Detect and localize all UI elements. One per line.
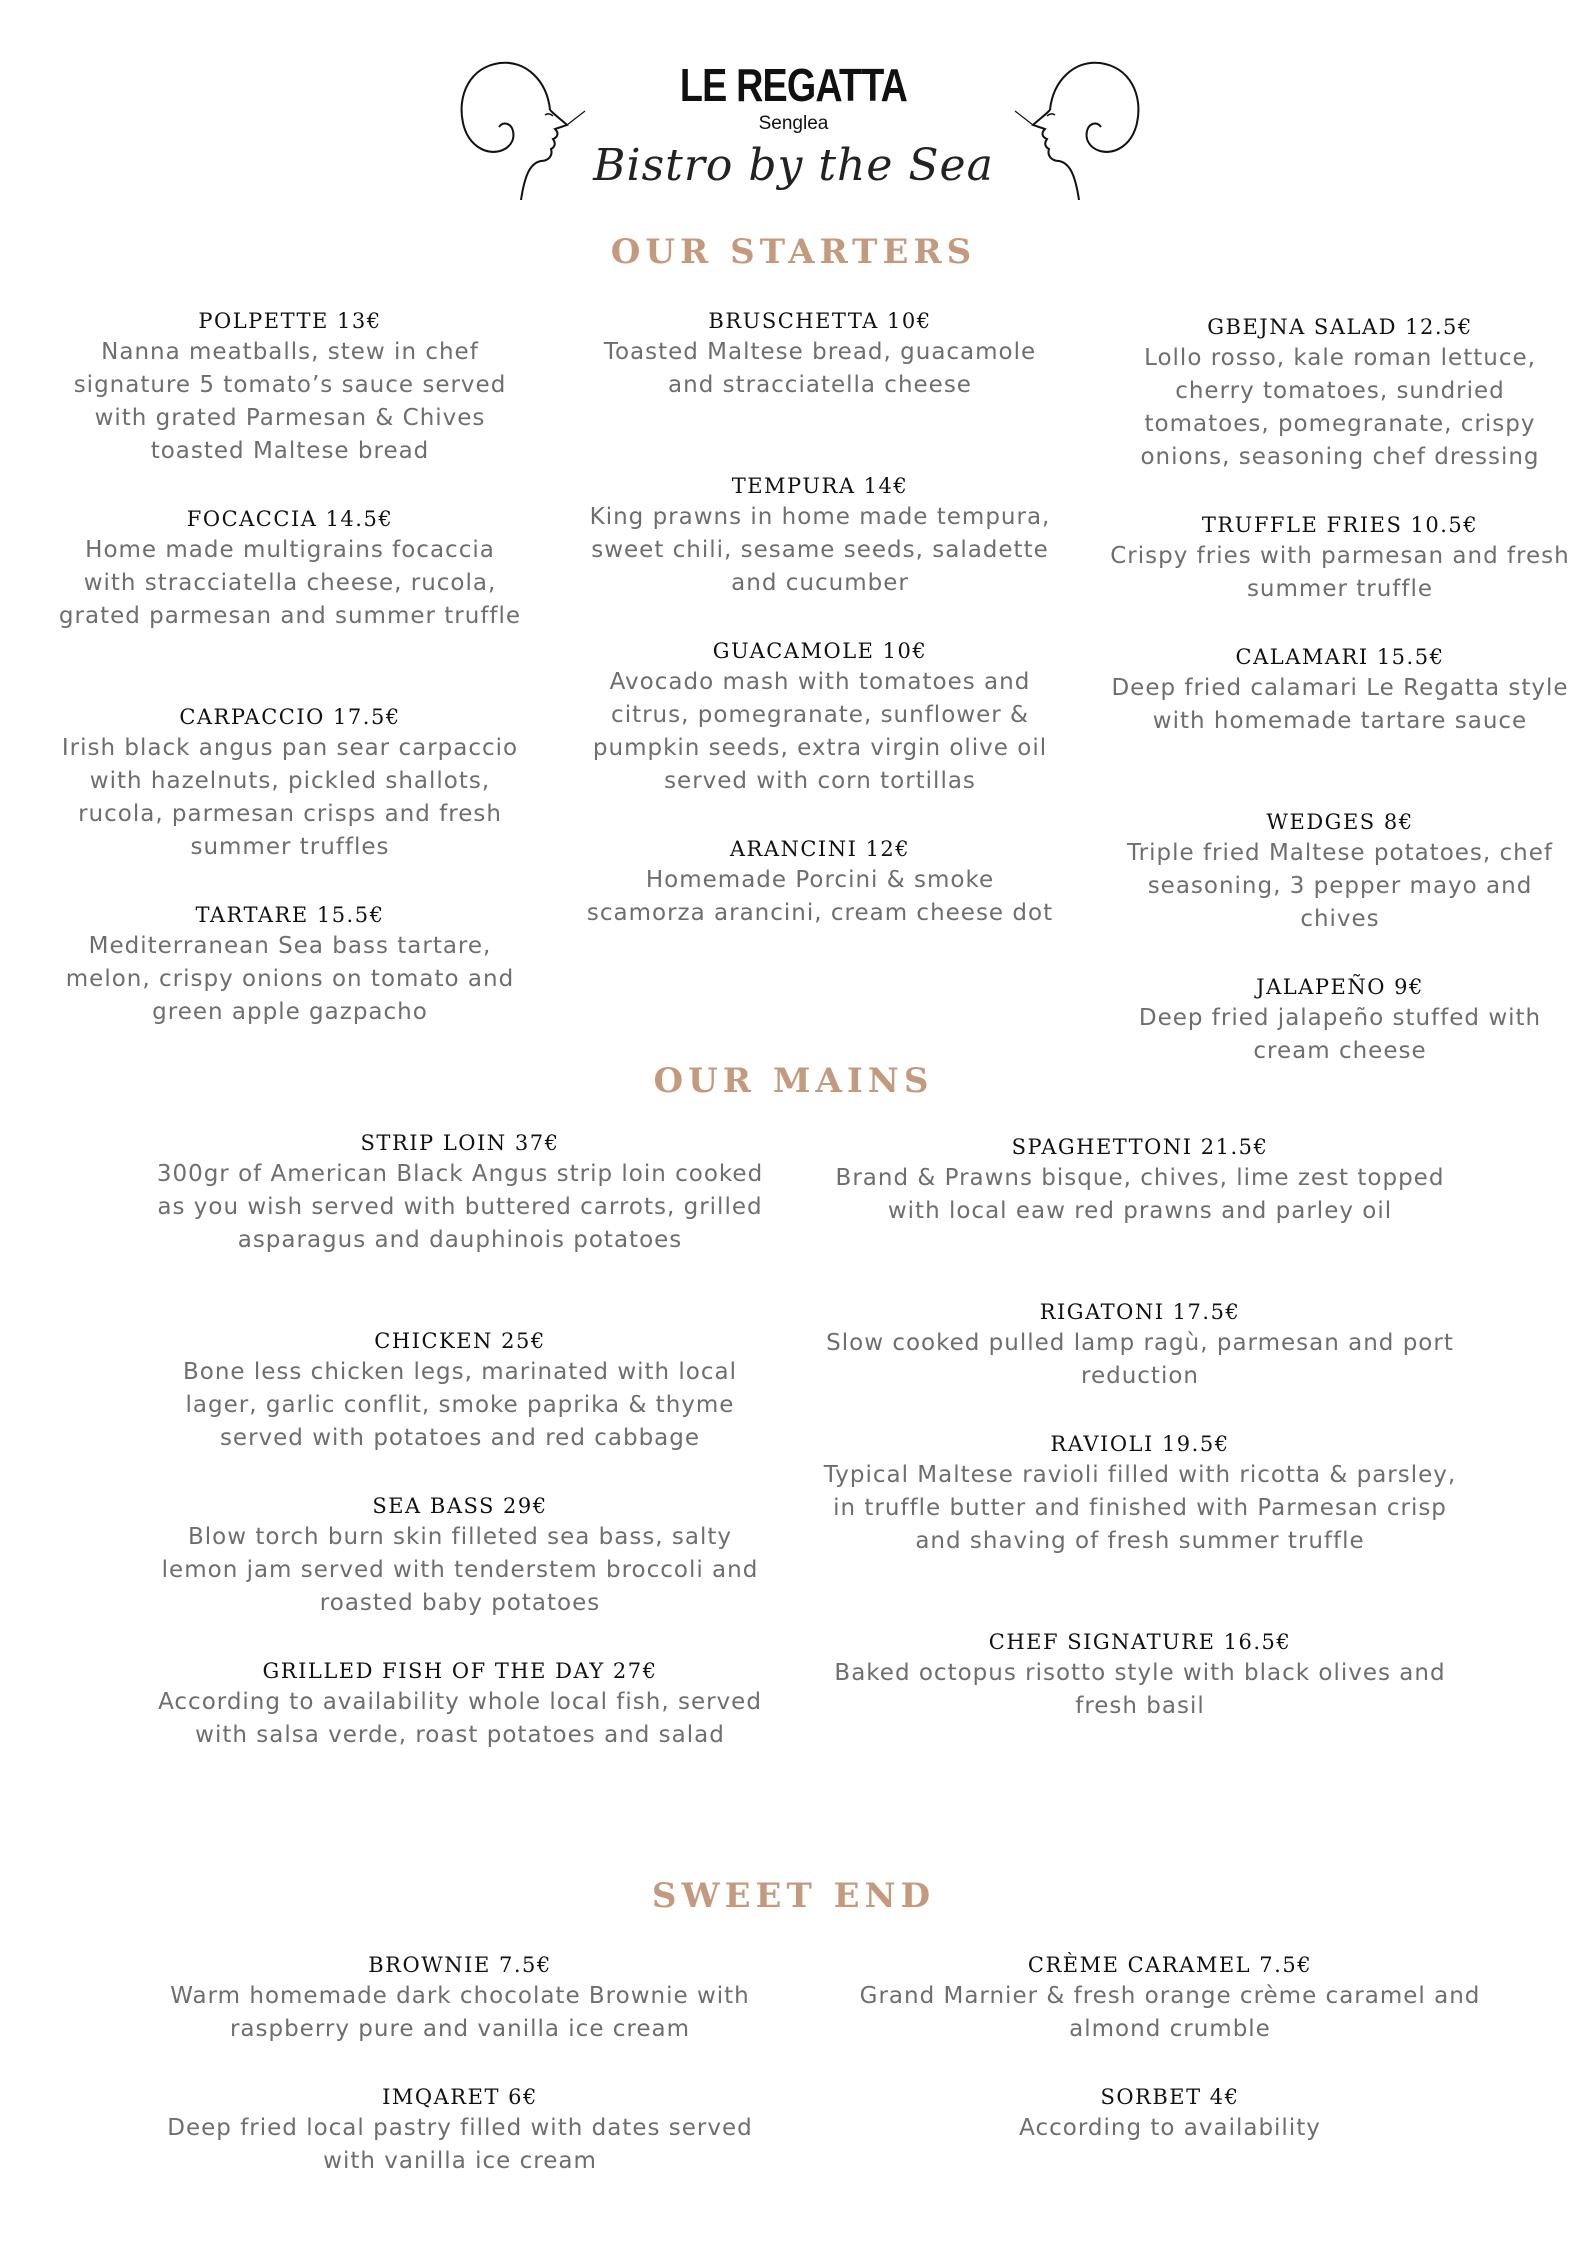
item-description: Deep fried jalapeño stuffed with cream cheese xyxy=(1138,1005,1542,1064)
item-description: According to availability whole local fish, served with salsa verde, roast potatoes and salad xyxy=(158,1689,762,1748)
item-description: Nanna meatballs, stew in chef signature 5 tomato’s sauce served with grated Parmesan & Chives toasted Maltese bread xyxy=(73,339,507,464)
item-name: GBEJNA SALAD 12.5€ xyxy=(1207,315,1473,339)
item-name: CALAMARI 15.5€ xyxy=(1235,645,1445,669)
item-name: RAVIOLI 19.5€ xyxy=(1050,1432,1230,1456)
menu-item xyxy=(850,2082,1490,2145)
menu-item xyxy=(150,2082,770,2178)
item-description: Blow torch burn skin filleted sea bass, salty lemon jam served with tenderstem broccoli and roasted baby potatoes xyxy=(161,1524,759,1616)
item-name: TEMPURA 14€ xyxy=(731,474,909,498)
item-description: Bone less chicken legs, marinated with local lager, garlic conflit, smoke paprika & thyme served with potatoes and red cabbage xyxy=(182,1359,738,1451)
menu-item xyxy=(585,636,1055,798)
item-name: TRUFFLE FRIES 10.5€ xyxy=(1201,513,1479,537)
menu-item xyxy=(1110,807,1570,936)
item-description: According to availability xyxy=(1019,2115,1321,2141)
menu-item xyxy=(1110,510,1570,606)
item-name: WEDGES 8€ xyxy=(1266,810,1414,834)
menu-item xyxy=(1110,312,1570,474)
restaurant-location: Senglea xyxy=(758,113,829,134)
item-name: BROWNIE 7.5€ xyxy=(368,1953,552,1977)
section-title-starters: OUR STARTERS xyxy=(610,232,977,272)
menu-item xyxy=(150,1656,770,1752)
item-description: Typical Maltese ravioli filled with ricotta & parsley, in truffle butter and finished with Parmesan crisp and shaving of fresh summer truffle xyxy=(823,1462,1457,1554)
item-name: FOCACCIA 14.5€ xyxy=(186,507,394,531)
menu-item xyxy=(150,1326,770,1455)
menu-header xyxy=(0,0,1587,220)
item-name: TARTARE 15.5€ xyxy=(195,903,385,927)
menu-item xyxy=(1110,642,1570,738)
item-name: RIGATONI 17.5€ xyxy=(1039,1300,1241,1324)
item-name: BRUSCHETTA 10€ xyxy=(708,309,932,333)
item-name: ARANCINI 12€ xyxy=(729,837,911,861)
item-name: GUACAMOLE 10€ xyxy=(712,639,928,663)
item-description: Homemade Porcini & smoke scamorza arancini, cream cheese dot xyxy=(586,867,1054,926)
item-description: Crispy fries with parmesan and fresh summer truffle xyxy=(1110,543,1570,602)
face-silhouette-right-icon xyxy=(1005,55,1145,205)
item-name: SEA BASS 29€ xyxy=(372,1494,548,1518)
item-name: CARPACCIO 17.5€ xyxy=(179,705,401,729)
item-description: Home made multigrains focaccia with stracciatella cheese, rucola, grated parmesan and summer truffle xyxy=(58,537,522,629)
item-description: Slow cooked pulled lamp ragù, parmesan and port reduction xyxy=(826,1330,1454,1389)
menu-item xyxy=(820,1627,1460,1723)
item-name: SPAGHETTONI 21.5€ xyxy=(1011,1135,1269,1159)
item-name: SORBET 4€ xyxy=(1100,2085,1240,2109)
item-name: GRILLED FISH OF THE DAY 27€ xyxy=(262,1659,658,1683)
menu-item xyxy=(55,900,525,1029)
menu-item xyxy=(150,1128,770,1257)
item-name: POLPETTE 13€ xyxy=(198,309,382,333)
menu-item xyxy=(585,306,1055,402)
item-description: Warm homemade dark chocolate Brownie with raspberry pure and vanilla ice cream xyxy=(170,1983,750,2042)
item-description: King prawns in home made tempura, sweet chili, sesame seeds, saladette and cucumber xyxy=(589,504,1051,596)
section-title-mains: OUR MAINS xyxy=(653,1061,934,1101)
menu-item xyxy=(1110,972,1570,1068)
item-name: CHICKEN 25€ xyxy=(374,1329,546,1353)
item-description: Baked octopus risotto style with black olives and fresh basil xyxy=(834,1660,1446,1719)
item-name: CHEF SIGNATURE 16.5€ xyxy=(988,1630,1292,1654)
item-name: STRIP LOIN 37€ xyxy=(360,1131,560,1155)
restaurant-tagline: Bistro by the Sea xyxy=(593,140,994,191)
menu-item xyxy=(585,471,1055,600)
menu-item xyxy=(55,306,525,468)
item-name: JALAPEÑO 9€ xyxy=(1256,975,1424,999)
restaurant-name: LE REGATTA xyxy=(679,59,908,111)
section-title-desserts: SWEET END xyxy=(651,1876,936,1916)
menu-item xyxy=(820,1297,1460,1393)
item-description: Toasted Maltese bread, guacamole and stracciatella cheese xyxy=(603,339,1037,398)
item-description: 300gr of American Black Angus strip loin cooked as you wish served with buttered carrots, grilled asparagus and dauphinois potatoes xyxy=(156,1161,764,1253)
item-description: Avocado mash with tomatoes and citrus, pomegranate, sunflower & pumpkin seeds, extra virgin olive oil served with corn tortillas xyxy=(592,669,1048,794)
menu-item xyxy=(820,1429,1460,1558)
menu-item xyxy=(55,504,525,633)
menu-item xyxy=(55,702,525,864)
menu-item xyxy=(820,1132,1460,1228)
item-name: IMQARET 6€ xyxy=(382,2085,538,2109)
menu-item xyxy=(150,1491,770,1620)
item-description: Triple fried Maltese potatoes, chef seasoning, 3 pepper mayo and chives xyxy=(1126,840,1553,932)
menu-item xyxy=(850,1950,1490,2046)
item-description: Deep fried calamari Le Regatta style with homemade tartare sauce xyxy=(1111,675,1569,734)
item-description: Lollo rosso, kale roman lettuce, cherry tomatoes, sundried tomatoes, pomegranate, crispy onions, seasoning chef dressing xyxy=(1140,345,1540,470)
item-description: Irish black angus pan sear carpaccio with hazelnuts, pickled shallots, rucola, parmesan crisps and fresh summer truffles xyxy=(61,735,519,860)
item-description: Brand & Prawns bisque, chives, lime zest topped with local eaw red prawns and parley oil xyxy=(835,1165,1445,1224)
menu-item xyxy=(585,834,1055,930)
item-name: CRÈME CARAMEL 7.5€ xyxy=(1027,1953,1313,1977)
item-description: Grand Marnier & fresh orange crème caramel and almond crumble xyxy=(859,1983,1481,2042)
item-description: Deep fried local pastry filled with dates served with vanilla ice cream xyxy=(167,2115,753,2174)
menu-item xyxy=(150,1950,770,2046)
item-description: Mediterranean Sea bass tartare, melon, crispy onions on tomato and green apple gazpacho xyxy=(65,933,515,1025)
